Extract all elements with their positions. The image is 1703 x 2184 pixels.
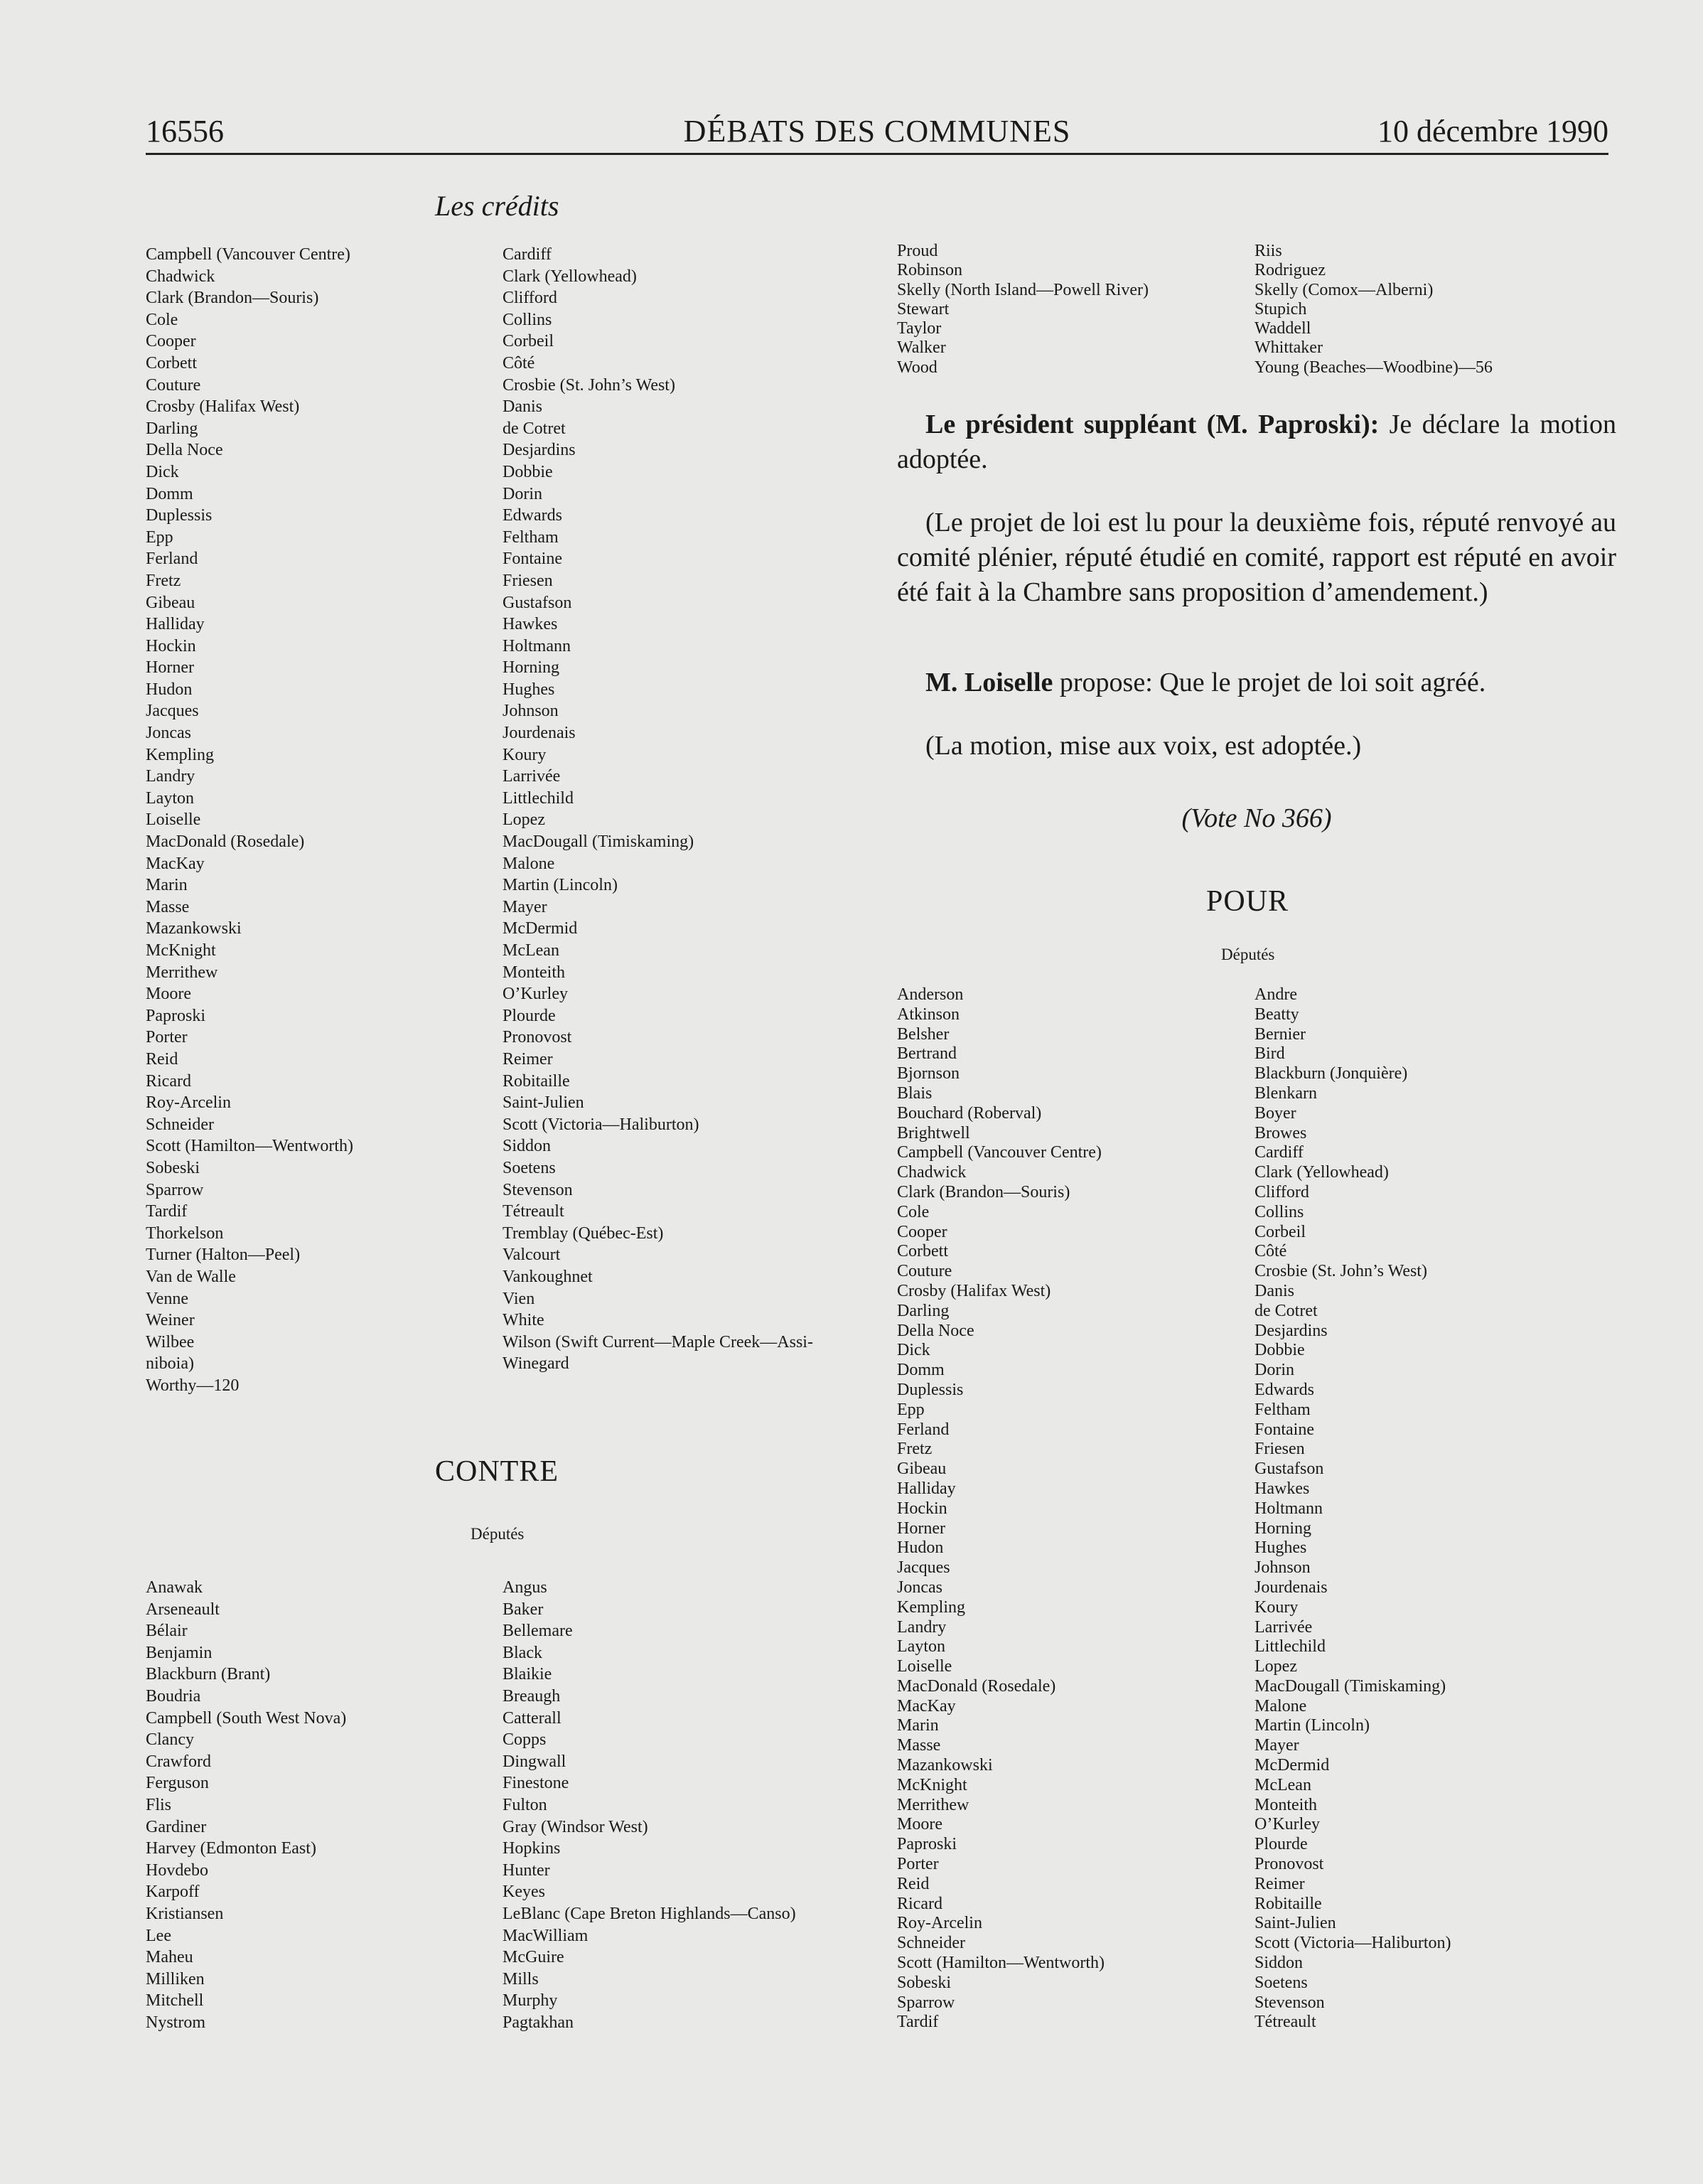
member-name: White <box>503 1311 544 1330</box>
member-name: Côté <box>503 353 535 373</box>
member-name: Cardiff <box>1255 1143 1304 1162</box>
member-name: Ricard <box>897 1894 942 1913</box>
member-name: Corbeil <box>1255 1222 1306 1241</box>
member-name: McLean <box>1255 1775 1311 1794</box>
member-name: Dorin <box>1255 1361 1294 1380</box>
member-name: Roy-Arcelin <box>897 1914 982 1933</box>
member-name: Scott (Hamilton—Wentworth) <box>146 1137 354 1156</box>
member-name: Porter <box>897 1855 939 1874</box>
contre-title: CONTRE <box>435 1455 559 1488</box>
member-name: Horner <box>146 658 194 678</box>
member-name: MacDougall (Timiskaming) <box>1255 1676 1446 1696</box>
member-name: Feltham <box>503 528 559 547</box>
member-name: Andre <box>1255 985 1297 1004</box>
member-name: Fontaine <box>1255 1420 1314 1439</box>
publication-title: DÉBATS DES COMMUNES <box>683 114 1071 149</box>
member-name: Tétreault <box>503 1202 564 1221</box>
member-name: McKnight <box>146 941 216 960</box>
member-name: Reid <box>146 1049 178 1069</box>
member-name: LeBlanc (Cape Breton Highlands—Canso) <box>503 1904 796 1923</box>
member-name: de Cotret <box>503 419 566 438</box>
member-name: Kempling <box>897 1597 965 1617</box>
member-name: Crosby (Halifax West) <box>897 1281 1051 1300</box>
member-name: Sparrow <box>897 1993 955 2012</box>
member-name: Koury <box>503 745 547 764</box>
member-name: Scott (Victoria—Haliburton) <box>503 1115 699 1134</box>
member-name: Gibeau <box>146 593 195 612</box>
member-name: Cooper <box>897 1222 947 1241</box>
member-name: Dorin <box>503 484 542 503</box>
paragraph-procedure-note: (Le projet de loi est lu pour la deuxième fois, réputé renvoyé au comité plénier, réputé étudié en comité, rapport est réputé en avoir été fait à la Chambre sans proposition d’amendement.) <box>897 508 1616 607</box>
member-name: Edwards <box>1255 1380 1314 1399</box>
member-name: Siddon <box>1255 1954 1304 1973</box>
member-name: Danis <box>1255 1281 1294 1300</box>
member-name: Layton <box>897 1637 945 1656</box>
member-name: Boudria <box>146 1686 201 1706</box>
member-name: Bird <box>1255 1044 1285 1064</box>
member-name: Merrithew <box>146 963 218 982</box>
member-name: Roy-Arcelin <box>146 1093 231 1113</box>
member-name: Nystrom <box>146 2013 205 2032</box>
member-name: Fretz <box>146 571 181 590</box>
member-name: Jourdenais <box>1255 1578 1328 1597</box>
member-name: Merrithew <box>897 1795 969 1814</box>
member-name: Arseneault <box>146 1600 220 1619</box>
member-name: Duplessis <box>146 506 213 525</box>
member-name: Siddon <box>503 1137 552 1156</box>
member-name: Paproski <box>897 1835 957 1854</box>
member-name: Corbeil <box>503 332 554 351</box>
member-name: Tremblay (Québec-Est) <box>503 1224 664 1243</box>
member-name: Soetens <box>503 1158 556 1177</box>
member-name: Crosbie (St. John’s West) <box>1255 1262 1427 1281</box>
member-name: McGuire <box>503 1948 564 1967</box>
member-name: Saint-Julien <box>1255 1914 1336 1933</box>
member-name: Hunter <box>503 1861 550 1880</box>
member-name: Finestone <box>503 1774 569 1793</box>
member-name: Fulton <box>503 1795 547 1814</box>
member-name: Côté <box>1255 1242 1287 1261</box>
member-name: Reid <box>897 1874 930 1893</box>
member-name: Cole <box>897 1202 930 1221</box>
member-name: Domm <box>897 1361 945 1380</box>
member-name: Bellemare <box>503 1622 573 1641</box>
member-name: Proud <box>897 242 938 260</box>
member-name: Mills <box>503 1969 539 1988</box>
member-name: Plourde <box>503 1006 556 1025</box>
member-name: Feltham <box>1255 1400 1311 1419</box>
member-name: Martin (Lincoln) <box>503 876 618 895</box>
contre-continued-column-2 <box>1255 242 1493 378</box>
member-name: Schneider <box>897 1934 965 1953</box>
member-name: Angus <box>503 1578 547 1597</box>
member-name: Holtmann <box>503 636 571 655</box>
member-name: McLean <box>503 941 559 960</box>
member-name: Sparrow <box>146 1180 204 1199</box>
member-name: Stevenson <box>503 1180 573 1199</box>
member-name: Beatty <box>1255 1005 1299 1024</box>
member-name: Hughes <box>503 680 555 699</box>
member-name: Corbett <box>897 1242 948 1261</box>
member-name: Vankoughnet <box>503 1267 593 1286</box>
member-name: Keyes <box>503 1883 545 1902</box>
section-heading-credits: Les crédits <box>435 190 559 222</box>
contre-column-2 <box>503 1577 796 2033</box>
member-name: MacKay <box>146 854 205 873</box>
member-name: Boyer <box>1255 1103 1296 1123</box>
member-name: O’Kurley <box>1255 1815 1320 1834</box>
motion-text: propose: Que le projet de loi soit agréé. <box>1053 668 1486 697</box>
member-name: Horning <box>1255 1519 1311 1538</box>
member-name: Rodriguez <box>1255 261 1326 280</box>
publication-date: 10 décembre 1990 <box>1377 114 1608 149</box>
member-name: Worthy—120 <box>146 1376 240 1395</box>
header-rule <box>146 153 1608 155</box>
member-name: Hopkins <box>503 1839 561 1858</box>
member-name: Bertrand <box>897 1044 957 1064</box>
member-name: Monteith <box>1255 1795 1317 1814</box>
member-name: Winegard <box>503 1354 569 1374</box>
member-name: Cardiff <box>503 245 552 264</box>
member-name: Cole <box>146 310 178 329</box>
member-name: Venne <box>146 1289 188 1308</box>
pour-subtitle: Députés <box>1221 946 1275 963</box>
member-name: Pronovost <box>1255 1855 1324 1874</box>
member-name: Skelly (Comox—Alberni) <box>1255 280 1434 299</box>
member-name: Hawkes <box>1255 1479 1310 1498</box>
member-name: Landry <box>146 767 195 786</box>
paragraph-speaker-statement <box>897 407 1616 477</box>
member-name: Mayer <box>503 897 547 916</box>
member-name: Bjornson <box>897 1064 960 1083</box>
member-name: Desjardins <box>503 441 576 460</box>
member-name: Murphy <box>503 1991 558 2011</box>
member-name: Baker <box>503 1600 544 1619</box>
member-name: Koury <box>1255 1597 1299 1617</box>
member-name: Clifford <box>1255 1182 1309 1201</box>
member-name: Fretz <box>897 1440 933 1459</box>
member-name: Hockin <box>897 1499 947 1518</box>
member-name: Bélair <box>146 1622 188 1641</box>
member-name: Domm <box>146 484 193 503</box>
member-name: Reimer <box>503 1049 553 1069</box>
member-name: Wilbee <box>146 1332 195 1351</box>
member-name: Scott (Victoria—Haliburton) <box>1255 1934 1451 1953</box>
member-name: Copps <box>503 1730 547 1750</box>
member-name: Darling <box>897 1301 950 1320</box>
member-name: Moore <box>146 985 191 1004</box>
member-name: Browes <box>1255 1123 1307 1142</box>
member-name: Schneider <box>146 1115 214 1134</box>
member-name: Walker <box>897 338 946 358</box>
member-name: Ricard <box>146 1071 191 1091</box>
member-name: Ferguson <box>146 1774 209 1793</box>
member-name: Clifford <box>503 289 557 308</box>
member-name: Littlechild <box>503 788 574 808</box>
member-name: de Cotret <box>1255 1301 1318 1320</box>
member-name: Johnson <box>1255 1558 1311 1578</box>
member-name: Benjamin <box>146 1643 213 1662</box>
member-name: Johnson <box>503 702 559 721</box>
member-name: Jacques <box>146 702 199 721</box>
member-name: Chadwick <box>897 1163 967 1182</box>
member-name: Wood <box>897 358 938 377</box>
member-name: Blenkarn <box>1255 1083 1317 1103</box>
member-name: Wilson (Swift Current—Maple Creek—Assi- <box>503 1332 813 1351</box>
member-name: Lopez <box>1255 1657 1297 1676</box>
member-name: Catterall <box>503 1708 562 1728</box>
member-name: Thorkelson <box>146 1224 224 1243</box>
member-name: Littlechild <box>1255 1637 1326 1656</box>
member-name: Mazankowski <box>897 1756 993 1775</box>
member-name: Layton <box>146 788 194 808</box>
member-name: Joncas <box>146 724 191 743</box>
member-name: Ferland <box>146 550 198 569</box>
member-name: Belsher <box>897 1024 950 1044</box>
member-name: Stevenson <box>1255 1993 1325 2012</box>
member-name: Dingwall <box>503 1752 566 1771</box>
member-name: Epp <box>146 528 173 547</box>
member-name: Clark (Yellowhead) <box>503 267 637 286</box>
member-name: Gray (Windsor West) <box>503 1817 648 1836</box>
page-number: 16556 <box>146 114 224 149</box>
member-name: Jourdenais <box>503 724 576 743</box>
member-name: MacKay <box>897 1696 956 1715</box>
member-name: Jacques <box>897 1558 950 1578</box>
member-name: Blais <box>897 1083 933 1103</box>
member-name: McDermid <box>1255 1756 1330 1775</box>
pour-column-2 <box>1255 985 1451 2033</box>
member-name: Couture <box>897 1262 952 1281</box>
member-name: Dobbie <box>1255 1341 1305 1360</box>
member-name: O’Kurley <box>503 985 568 1004</box>
member-name: Van de Walle <box>146 1267 236 1286</box>
paragraph-motion <box>897 665 1616 700</box>
member-name: Anderson <box>897 985 964 1004</box>
member-name: Tardif <box>146 1202 188 1221</box>
member-name: McKnight <box>897 1775 967 1794</box>
member-name: Blackburn (Jonquière) <box>1255 1064 1408 1083</box>
member-name: Anawak <box>146 1578 203 1597</box>
member-name: Flis <box>146 1795 172 1814</box>
member-name: Stewart <box>897 299 950 318</box>
member-name: Masse <box>897 1736 941 1755</box>
member-name: Tétreault <box>1255 2013 1316 2032</box>
member-name: Halliday <box>897 1479 956 1498</box>
member-name: Marin <box>897 1716 939 1735</box>
member-name: Atkinson <box>897 1005 960 1024</box>
member-name: Campbell (Vancouver Centre) <box>146 245 350 264</box>
member-name: Turner (Halton—Peel) <box>146 1246 301 1265</box>
member-name: Crawford <box>146 1752 211 1771</box>
member-name: Campbell (South West Nova) <box>146 1708 347 1728</box>
speaker-text: Je déclare la motion adoptée. <box>897 410 1616 474</box>
member-name: Loiselle <box>146 810 201 830</box>
member-name: Loiselle <box>897 1657 952 1676</box>
member-name: Larrivée <box>503 767 561 786</box>
member-name: Mayer <box>1255 1736 1299 1755</box>
member-name: Milliken <box>146 1969 205 1988</box>
member-name: McDermid <box>503 919 578 938</box>
member-name: Moore <box>897 1815 942 1834</box>
member-name: Kempling <box>146 745 214 764</box>
member-name: Harvey (Edmonton East) <box>146 1839 316 1858</box>
member-name: Martin (Lincoln) <box>1255 1716 1370 1735</box>
member-name: Masse <box>146 897 190 916</box>
member-name: Hockin <box>146 636 196 655</box>
member-name: Scott (Hamilton—Wentworth) <box>897 1954 1105 1973</box>
member-name: Hawkes <box>503 615 558 634</box>
member-name: Clark (Brandon—Souris) <box>897 1182 1070 1201</box>
member-name: Edwards <box>503 506 562 525</box>
member-name: Plourde <box>1255 1835 1308 1854</box>
member-name: Blaikie <box>503 1665 552 1684</box>
pour-title: POUR <box>1206 885 1289 918</box>
member-name: Weiner <box>146 1311 195 1330</box>
member-name: Whittaker <box>1255 338 1323 358</box>
mover-name: M. Loiselle <box>925 668 1053 697</box>
member-name: Pronovost <box>503 1028 572 1047</box>
member-name: Friesen <box>1255 1440 1305 1459</box>
member-name: Robitaille <box>503 1071 570 1091</box>
member-name: Kristiansen <box>146 1904 224 1923</box>
member-name: Soetens <box>1255 1973 1308 1992</box>
member-name: Blackburn (Brant) <box>146 1665 271 1684</box>
member-name: Horning <box>503 658 559 678</box>
member-name: Robitaille <box>1255 1894 1322 1913</box>
member-name: Cooper <box>146 332 196 351</box>
member-name: MacDonald (Rosedale) <box>897 1676 1056 1696</box>
member-name: Joncas <box>897 1578 942 1597</box>
pour-continued-column-1 <box>146 244 353 1396</box>
member-name: Couture <box>146 375 201 395</box>
member-name: Monteith <box>503 963 565 982</box>
member-name: Hovdebo <box>146 1861 208 1880</box>
member-name: Maheu <box>146 1948 193 1967</box>
member-name: Marin <box>146 876 188 895</box>
member-name: Halliday <box>146 615 205 634</box>
member-name: Taylor <box>897 319 942 338</box>
member-name: Sobeski <box>146 1158 200 1177</box>
page-header <box>146 110 1608 153</box>
member-name: Larrivée <box>1255 1617 1313 1637</box>
member-name: Gibeau <box>897 1460 947 1479</box>
member-name: Campbell (Vancouver Centre) <box>897 1143 1102 1162</box>
member-name: Paproski <box>146 1006 205 1025</box>
member-name: Riis <box>1255 242 1282 260</box>
member-name: Danis <box>503 397 542 417</box>
member-name: Gustafson <box>1255 1460 1324 1479</box>
member-name: Valcourt <box>503 1246 561 1265</box>
member-name: Hughes <box>1255 1538 1307 1558</box>
member-name: Pagtakhan <box>503 2013 574 2032</box>
paragraph-motion-result: (La motion, mise aux voix, est adoptée.) <box>925 731 1362 761</box>
member-name: Dick <box>146 462 179 481</box>
pour-column-1 <box>897 985 1105 2033</box>
speaker-name: Le président suppléant (M. Paproski): <box>925 410 1380 439</box>
member-name: MacWilliam <box>503 1926 589 1945</box>
member-name: Mazankowski <box>146 919 242 938</box>
member-name: Vien <box>503 1289 535 1308</box>
member-name: Friesen <box>503 571 553 590</box>
member-name: Collins <box>503 310 552 329</box>
member-name: MacDougall (Timiskaming) <box>503 833 694 852</box>
member-name: Young (Beaches—Woodbine)—56 <box>1255 358 1493 377</box>
member-name: Stupich <box>1255 299 1307 318</box>
member-name: Horner <box>897 1519 945 1538</box>
member-name: Crosby (Halifax West) <box>146 397 300 417</box>
member-name: Dick <box>897 1341 930 1360</box>
member-name: Hudon <box>897 1538 944 1558</box>
member-name: Breaugh <box>503 1686 561 1706</box>
member-name: Landry <box>897 1617 947 1637</box>
member-name: Robinson <box>897 261 963 280</box>
member-name: Gardiner <box>146 1817 207 1836</box>
contre-subtitle: Députés <box>471 1525 525 1543</box>
member-name: Skelly (North Island—Powell River) <box>897 280 1149 299</box>
member-name: Clancy <box>146 1730 194 1750</box>
member-name: Saint-Julien <box>503 1093 584 1113</box>
member-name: Epp <box>897 1400 925 1419</box>
member-name: Malone <box>503 854 555 873</box>
member-name: Clark (Yellowhead) <box>1255 1163 1389 1182</box>
member-name: Collins <box>1255 1202 1304 1221</box>
member-name: Karpoff <box>146 1883 200 1902</box>
member-name: Della Noce <box>897 1321 974 1340</box>
member-name: Waddell <box>1255 319 1311 338</box>
member-name: Porter <box>146 1028 188 1047</box>
member-name: Crosbie (St. John’s West) <box>503 375 675 395</box>
member-name: Darling <box>146 419 198 438</box>
member-name: Black <box>503 1643 542 1662</box>
contre-continued-column-1 <box>897 242 1149 378</box>
member-name: Lopez <box>503 810 545 830</box>
member-name: Holtmann <box>1255 1499 1323 1518</box>
pour-continued-column-2 <box>503 244 813 1375</box>
member-name: Lee <box>146 1926 171 1945</box>
member-name: Dobbie <box>503 462 553 481</box>
member-name: Clark (Brandon—Souris) <box>146 289 319 308</box>
member-name: Brightwell <box>897 1123 970 1142</box>
member-name: Desjardins <box>1255 1321 1328 1340</box>
vote-number: (Vote No 366) <box>1181 803 1332 833</box>
member-name: Ferland <box>897 1420 950 1439</box>
member-name: Duplessis <box>897 1380 964 1399</box>
member-name: Corbett <box>146 353 197 373</box>
member-name: Gustafson <box>503 593 572 612</box>
member-name: MacDonald (Rosedale) <box>146 833 305 852</box>
contre-column-1 <box>146 1577 346 2033</box>
member-name: Hudon <box>146 680 193 699</box>
member-name: Tardif <box>897 2013 939 2032</box>
member-name: Mitchell <box>146 1991 204 2011</box>
member-name: Sobeski <box>897 1973 952 1992</box>
member-name: Bouchard (Roberval) <box>897 1103 1042 1123</box>
member-name: Fontaine <box>503 550 562 569</box>
member-name: Chadwick <box>146 267 215 286</box>
member-name: Bernier <box>1255 1024 1306 1044</box>
member-name: Malone <box>1255 1696 1307 1715</box>
member-name: niboia) <box>146 1354 194 1374</box>
member-name: Della Noce <box>146 441 223 460</box>
member-name: Reimer <box>1255 1874 1305 1893</box>
